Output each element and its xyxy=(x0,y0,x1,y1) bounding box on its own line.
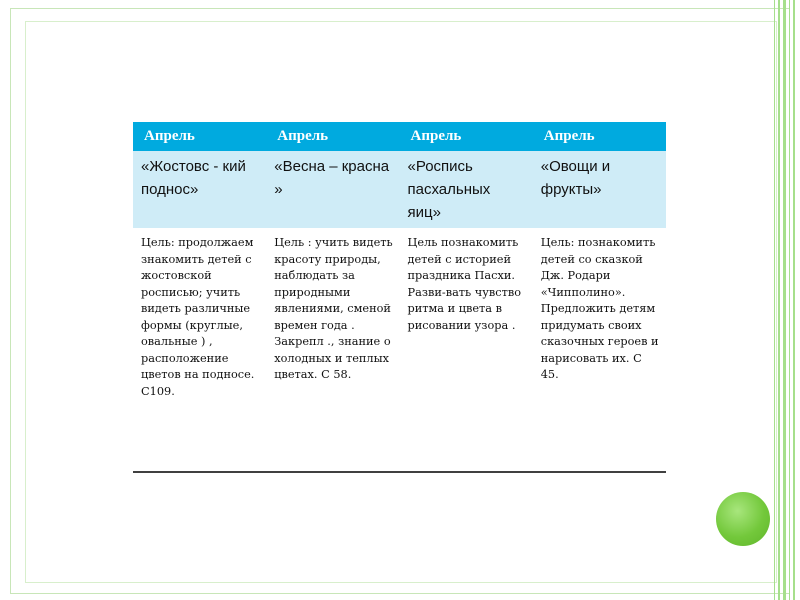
header-cell-month: Апрель xyxy=(266,122,399,151)
table-header-row xyxy=(133,122,666,151)
theme-text: «Овощи и фрукты» xyxy=(540,158,611,198)
decorative-stripes xyxy=(770,0,800,600)
goal-text: Цель познакомить детей с историей праздника Пасхи. Разви-вать чувство ритма и цвета в рисовании узора . xyxy=(407,236,522,332)
table-row-themes xyxy=(133,151,666,229)
theme-text: «Весна – красна » xyxy=(274,158,390,198)
table-row-goals xyxy=(133,229,666,473)
goal-cell xyxy=(133,229,266,473)
header-cell-month: Апрель xyxy=(533,122,666,151)
theme-text: «Жостовс - кий поднос» xyxy=(141,158,246,198)
theme-cell xyxy=(133,151,266,229)
lesson-plan-table xyxy=(133,122,666,473)
header-cell-month: Апрель xyxy=(400,122,533,151)
goal-cell xyxy=(266,229,399,473)
goal-text: Цель : учить видеть красоту природы, наблюдать за природными явлениями, сменой времен года . Закрепл ., знание о холодных и теплых цветах. С 58. xyxy=(274,236,393,381)
theme-text: «Роспись пасхальных яиц» xyxy=(407,158,491,221)
goal-cell xyxy=(400,229,533,473)
theme-cell xyxy=(533,151,666,229)
decorative-green-circle xyxy=(716,492,770,546)
theme-cell xyxy=(400,151,533,229)
theme-cell xyxy=(266,151,399,229)
goal-cell xyxy=(533,229,666,473)
goal-text: Цель: продолжаем знакомить детей с жостовской росписью; учить видеть различные формы (круглые, овальные ) , расположение цветов на подносе. С109. xyxy=(141,236,255,398)
goal-text: Цель: познакомить детей со сказкой Дж. Родари «Чипполино». Предложить детям придумать своих сказочных героев и нарисовать их. С 45. xyxy=(540,236,659,381)
header-cell-month: Апрель xyxy=(133,122,266,151)
